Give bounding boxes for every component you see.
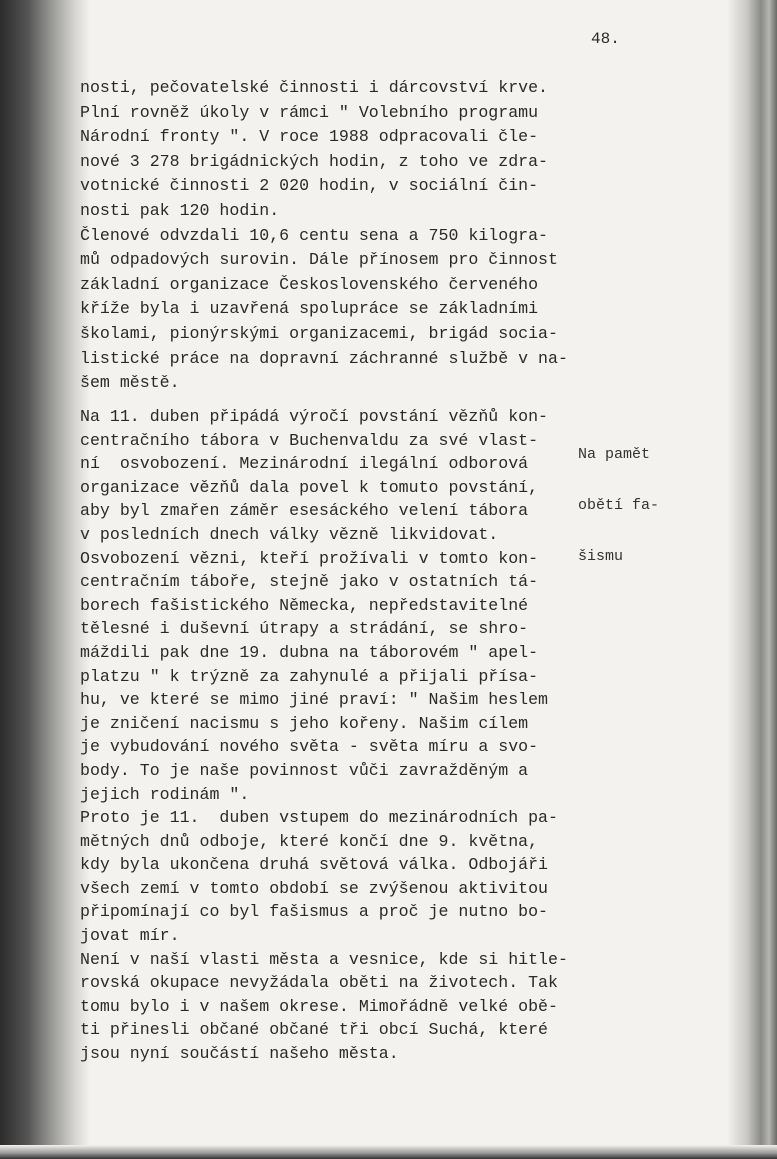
text-line: Plní rovněž úkoly v rámci " Volebního programu — [80, 102, 539, 122]
text-line: jsou nyní součástí našeho města. — [80, 1044, 399, 1064]
text-line: nové 3 278 brigádnických hodin, z toho ve zdra- — [80, 151, 549, 171]
text-line: nosti, pečovatelské činnosti i dárcovství krve. — [80, 78, 549, 97]
text-line: Členové odvzdali 10,6 centu sena a 750 kilogra- — [80, 225, 549, 245]
text-line: v posledních dnech války vězně likvidovat. — [80, 524, 499, 544]
text-line: Národní fronty ". V roce 1988 odpracovali čle- — [80, 127, 539, 147]
text-line: kdy byla ukončena druhá světová válka. Odbojáři — [80, 855, 549, 875]
text-line: kříže byla i uzavřená spolupráce se základními — [80, 299, 539, 319]
text-line: Na 11. duben připádá výročí povstání vězňů kon- — [80, 407, 549, 426]
margin-note-line: šismu — [578, 548, 624, 565]
text-line: organizace vězňů dala povel k tomuto povstání, — [80, 477, 539, 497]
text-line: mětných dnů odboje, které končí dne 9. května, — [80, 831, 539, 851]
binding-shadow — [0, 0, 90, 1159]
text-line: tělesné i duševní útrapy a strádání, se shro- — [80, 619, 529, 639]
text-line: jejich rodinám ". — [80, 784, 250, 804]
page-edge — [727, 0, 777, 1159]
text-line: máždili pak dne 19. dubna na táborovém " apel- — [80, 642, 539, 662]
margin-note-line: obětí fa- — [578, 497, 660, 514]
text-line: Proto je 11. duben vstupem do mezinárodních pa- — [80, 808, 558, 828]
text-line: Osvobození vězni, kteří prožívali v tomto kon- — [80, 548, 539, 568]
text-line: centračním táboře, stejně jako v ostatních tá- — [80, 572, 539, 592]
text-line: ní osvobození. Mezinárodní ilegální odborová — [80, 454, 529, 474]
text-line: votnické činnosti 2 020 hodin, v sociální čin- — [80, 176, 539, 196]
text-line: šem městě. — [80, 373, 180, 393]
text-line: body. To je naše povinnost vůči zavražděným a — [80, 760, 529, 780]
text-line: mů odpadových surovin. Dále přínosem pro činnost — [80, 250, 558, 270]
page-number: 48. — [591, 30, 620, 48]
text-line: tomu bylo i v našem okrese. Mimořádně velké obě- — [80, 996, 558, 1016]
text-line: centračního tábora v Buchenvaldu za své vlast- — [80, 430, 539, 450]
text-line: školami, pionýrskými organizacemi, brigád socia- — [80, 323, 558, 343]
text-line: je zničení nacismu s jeho kořeny. Našim cílem — [80, 713, 529, 733]
text-line: všech zemí v tomto období se zvýšenou aktivitou — [80, 878, 549, 898]
text-line: rovská okupace nevyžádala oběti na životech. Tak — [80, 973, 558, 993]
text-line: Není v naší vlasti města a vesnice, kde si hitle- — [80, 949, 568, 969]
text-line: platzu " k trýzně za zahynulé a přijali přísa- — [80, 666, 539, 686]
text-line: jovat mír. — [80, 926, 180, 946]
text-line: borech fašistického Německa, nepředstavitelné — [80, 595, 529, 615]
page-bottom-edge — [0, 1145, 777, 1159]
paragraph-block — [80, 76, 568, 396]
text-line: listické práce na dopravní záchranné službě v na- — [80, 348, 568, 368]
margin-note — [578, 412, 659, 582]
margin-note-line: Na pamět — [578, 446, 651, 463]
text-line: základní organizace Československého červeného — [80, 274, 539, 294]
text-line: aby byl zmařen záměr esesáckého velení tábora — [80, 501, 529, 521]
paragraph-block — [80, 405, 568, 1066]
text-line: hu, ve které se mimo jiné praví: " Našim heslem — [80, 690, 549, 710]
text-line: připomínají co byl fašismus a proč je nutno bo- — [80, 902, 549, 922]
text-line: ti přinesli občané občané tři obcí Suchá, které — [80, 1020, 549, 1040]
text-line: nosti pak 120 hodin. — [80, 200, 280, 220]
text-line: je vybudování nového světa - světa míru a svo- — [80, 737, 539, 757]
